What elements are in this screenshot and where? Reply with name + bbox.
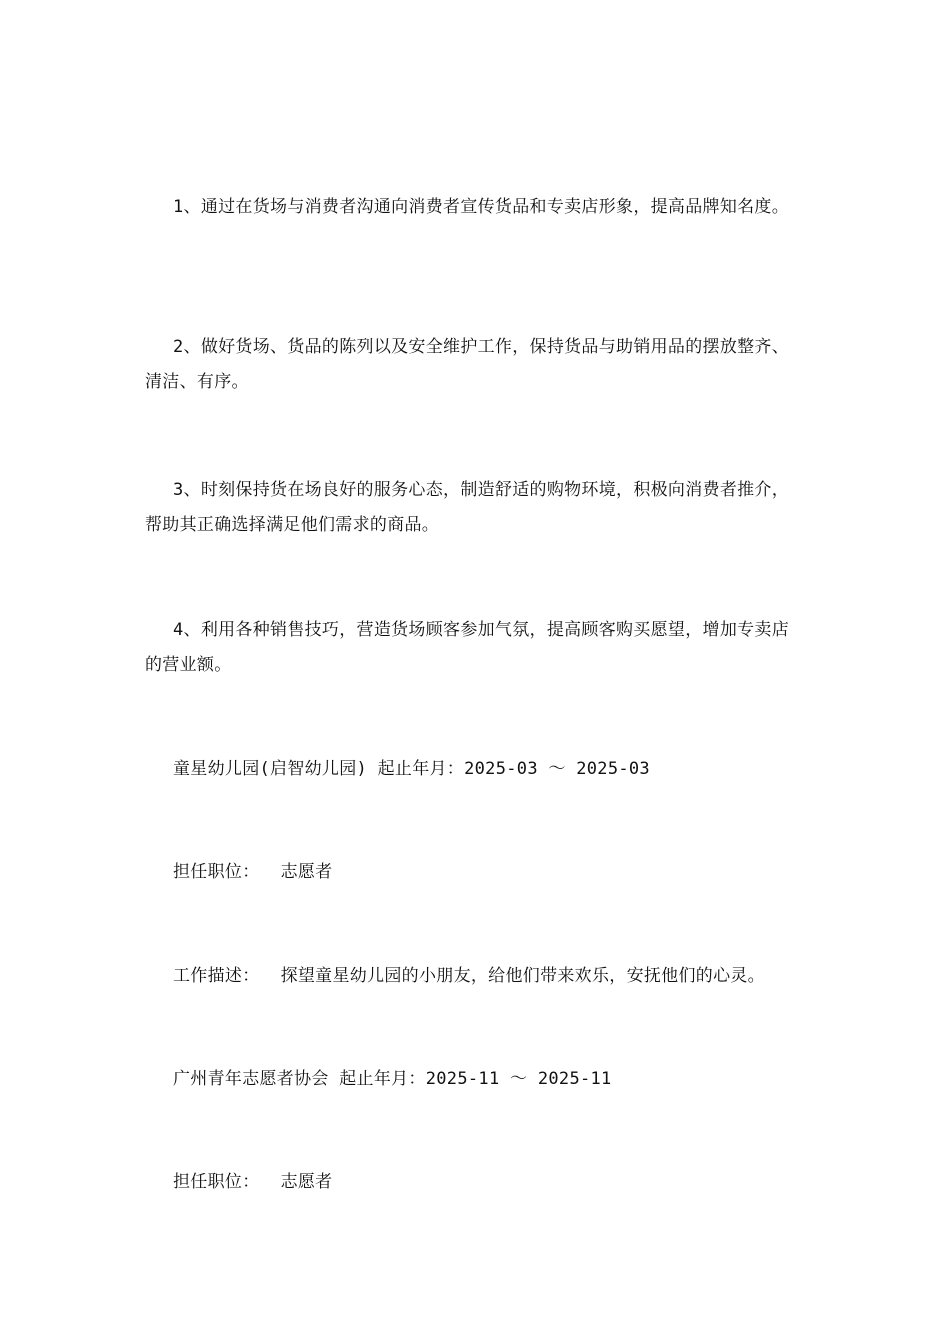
duty-item-4: 4、利用各种销售技巧，营造货场顾客参加气氛，提高顾客购买愿望，增加专卖店的营业额。 [145,620,790,675]
duty-item-3: 3、时刻保持货在场良好的服务心态，制造舒适的购物环境，积极向消费者推介，帮助其正确选择满足他们需求的商品。 [145,480,790,535]
experience-1-header: 童星幼儿园(启智幼儿园) 起止年月：2025-03 ～ 2025-03 [173,759,650,779]
experience-1-position: 担任职位： 志愿者 [173,862,333,882]
duty-item-2: 2、做好货场、货品的陈列以及安全维护工作，保持货品与助销用品的摆放整齐、清洁、有序。 [145,337,790,392]
duty-item-1: 1、通过在货场与消费者沟通向消费者宣传货品和专卖店形象，提高品牌知名度。 [173,197,790,217]
experience-2-header: 广州青年志愿者协会 起止年月：2025-11 ～ 2025-11 [173,1069,612,1089]
experience-2-position: 担任职位： 志愿者 [173,1172,333,1192]
experience-1-description: 工作描述： 探望童星幼儿园的小朋友，给他们带来欢乐，安抚他们的心灵。 [173,966,765,986]
